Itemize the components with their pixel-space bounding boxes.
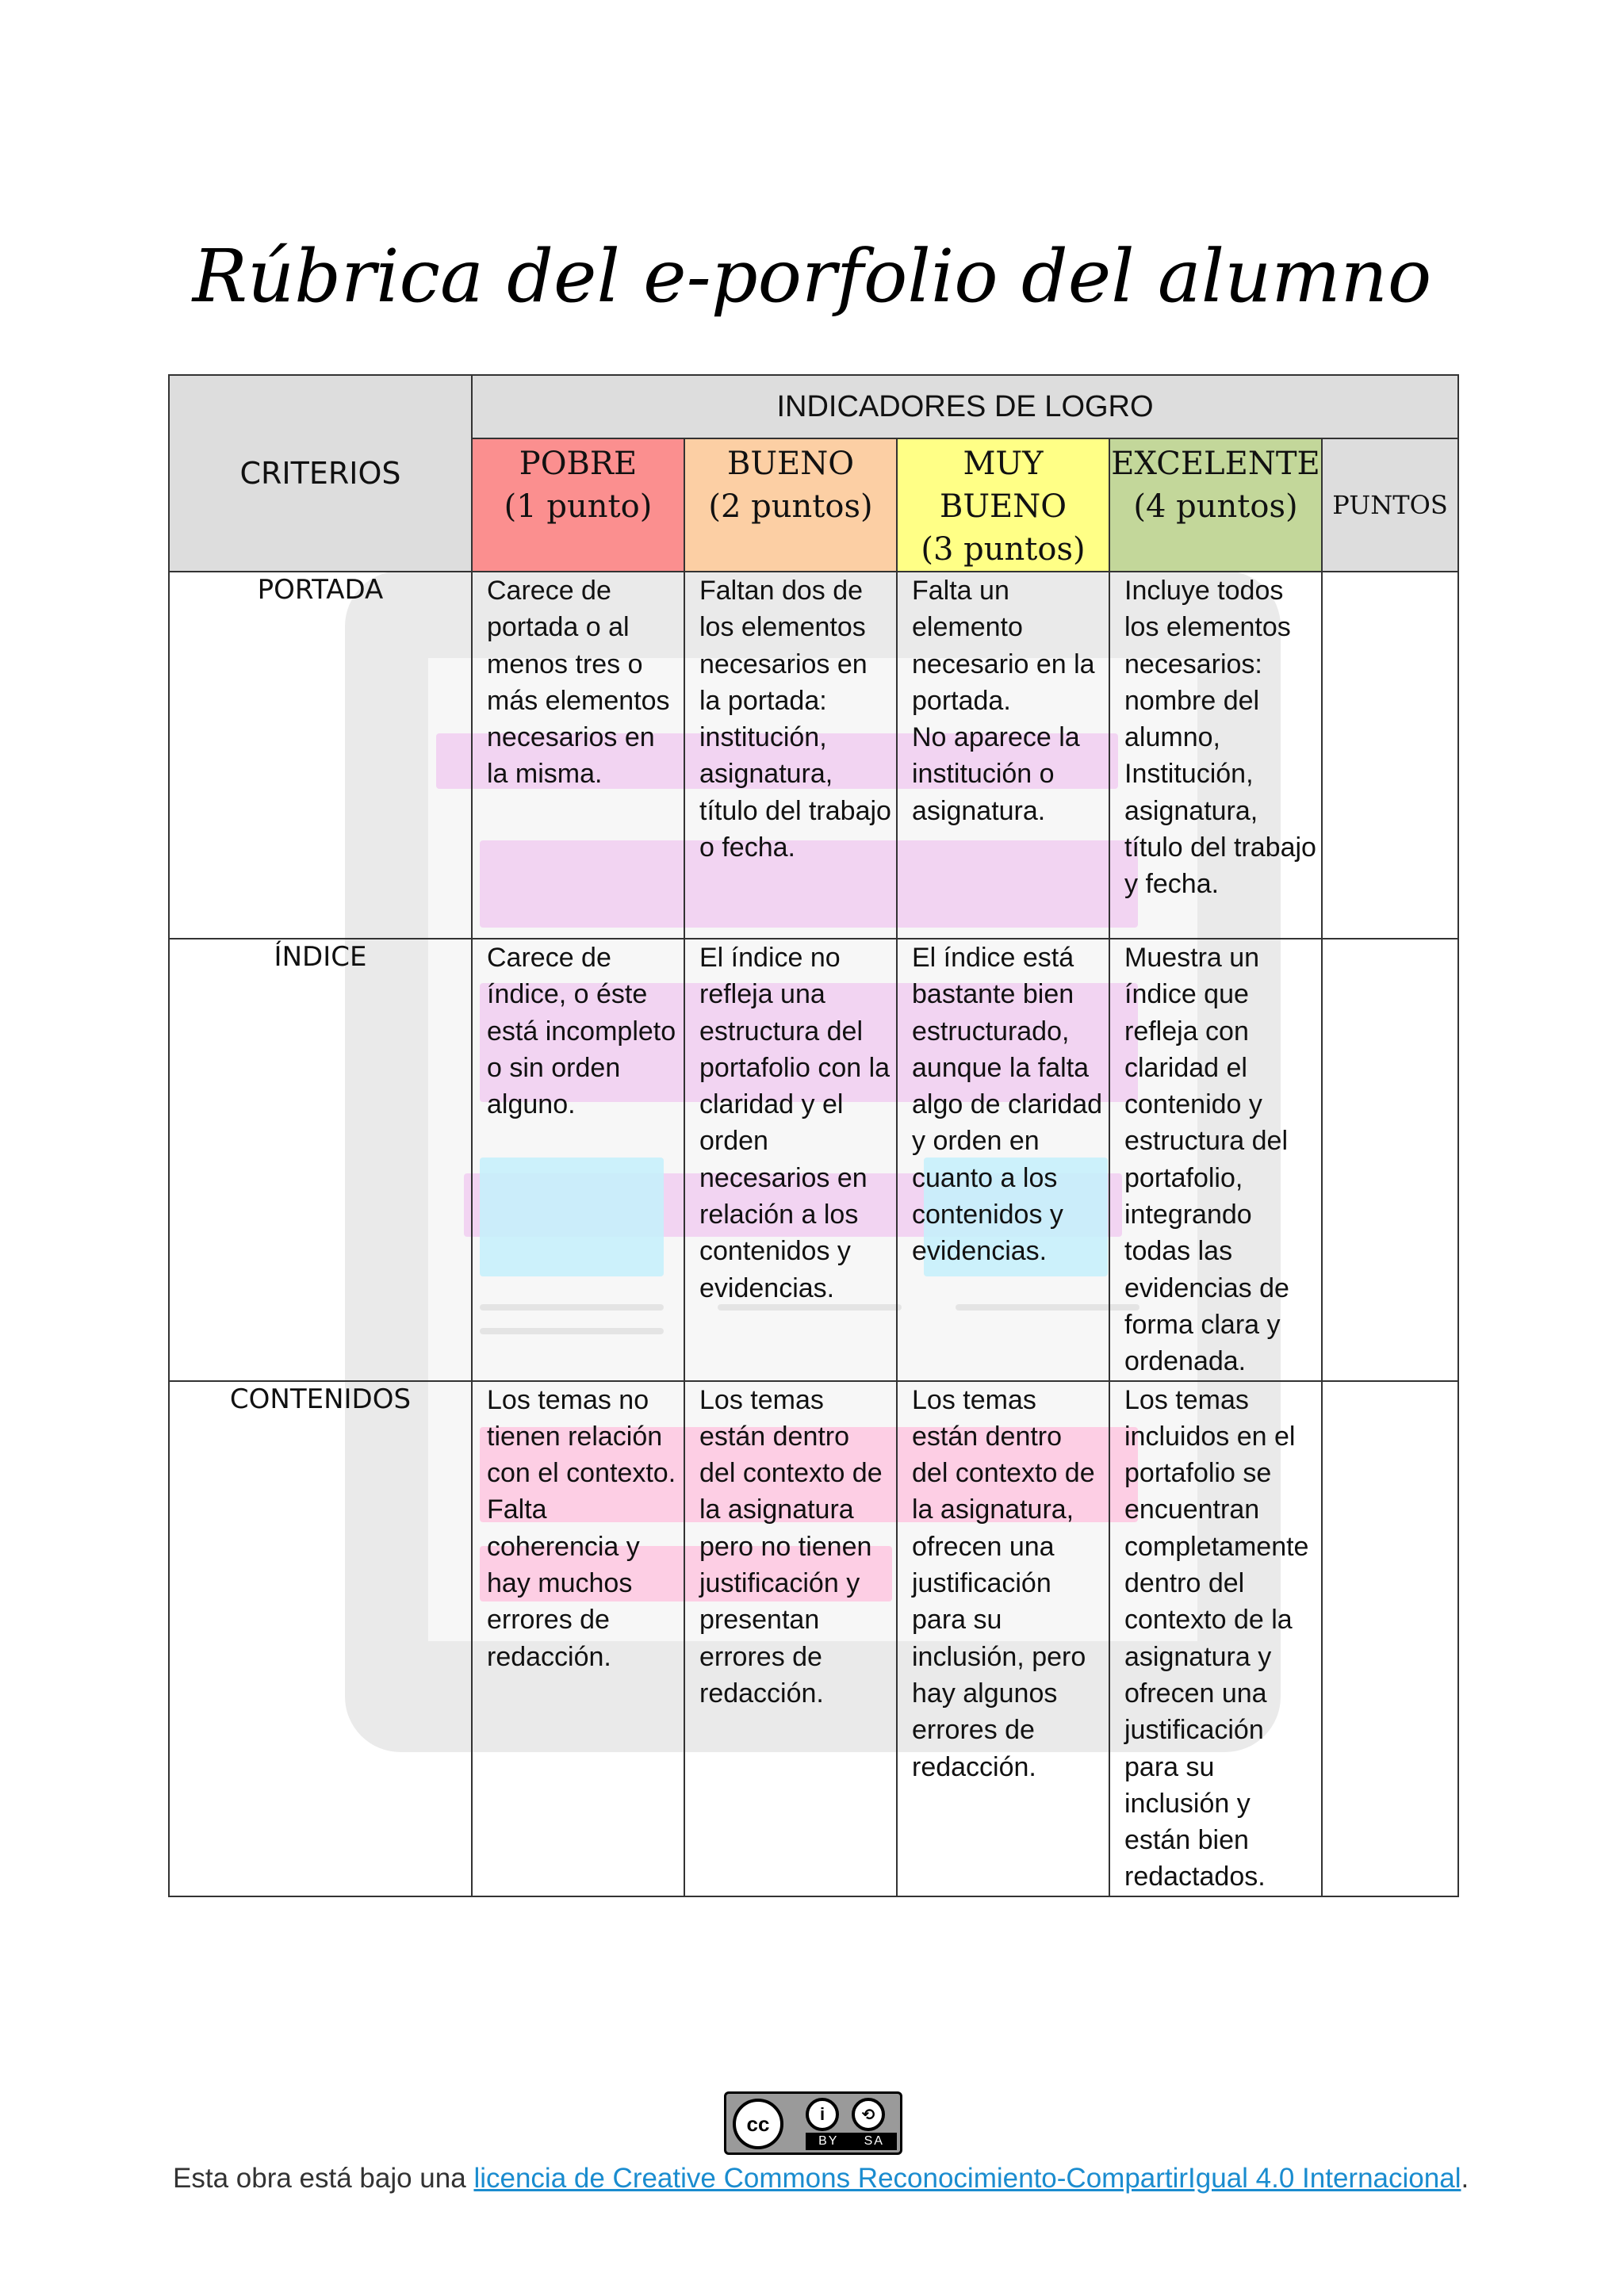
cc-license-badge[interactable] bbox=[724, 2091, 902, 2155]
table-row bbox=[169, 1381, 1458, 1896]
criteria-header: CRITERIOS bbox=[169, 375, 472, 572]
rubric-cell: Muestra un índice que refleja con claridad el contenido y estructura del portafolio, integrando todas las evidencias de forma clara y ordenada. bbox=[1109, 939, 1322, 1381]
level-header-bueno bbox=[684, 438, 897, 572]
rubric-cell: Los temas están dentro del contexto de la asignatura, ofrecen una justificación para su inclusión, pero hay algunos errores de redacción. bbox=[897, 1381, 1109, 1896]
badge-strip bbox=[806, 2133, 897, 2150]
license-link[interactable]: licencia de Creative Commons Reconocimiento-CompartirIgual 4.0 Internacional bbox=[473, 2163, 1461, 2194]
rubric-cell: Faltan dos de los elementos necesarios en la portada: institución, asignatura, título del trabajo o fecha. bbox=[684, 572, 897, 939]
rubric-cell: El índice no refleja una estructura del portafolio con la claridad y el orden necesarios en relación a los contenidos y evidencias. bbox=[684, 939, 897, 1381]
level-points: (3 puntos) bbox=[921, 531, 1086, 568]
level-name: POBRE bbox=[519, 446, 638, 482]
level-name: MUY BUENO bbox=[939, 446, 1067, 525]
points-cell[interactable] bbox=[1322, 939, 1458, 1381]
points-header: PUNTOS bbox=[1322, 438, 1458, 572]
rubric-cell: Falta un elemento necesario en la portada. No aparece la institución o asignatura. bbox=[897, 572, 1109, 939]
attribution-icon: i bbox=[806, 2098, 839, 2131]
credit-suffix: . bbox=[1461, 2163, 1469, 2194]
cc-icon: cc bbox=[733, 2099, 783, 2149]
points-cell[interactable] bbox=[1322, 572, 1458, 939]
rubric-cell: Los temas no tienen relación con el contexto. Falta coherencia y hay muchos errores de redacción. bbox=[472, 1381, 684, 1896]
criterion-contenidos: CONTENIDOS bbox=[169, 1381, 472, 1896]
points-cell[interactable] bbox=[1322, 1381, 1458, 1896]
badge-by-label: BY bbox=[818, 2134, 839, 2148]
rubric-cell: El índice está bastante bien estructurado, aunque la falta algo de claridad y orden en cuanto a los contenidos y evidencias. bbox=[897, 939, 1109, 1381]
rubric-cell: Carece de portada o al menos tres o más elementos necesarios en la misma. bbox=[472, 572, 684, 939]
level-header-excelente bbox=[1109, 438, 1322, 572]
level-points: (4 puntos) bbox=[1133, 488, 1298, 525]
criterion-portada: PORTADA bbox=[169, 572, 472, 939]
level-header-muy-bueno bbox=[897, 438, 1109, 572]
rubric-cell: Carece de índice, o éste está incompleto o sin orden alguno. bbox=[472, 939, 684, 1381]
share-alike-icon: ⟲ bbox=[852, 2098, 885, 2131]
level-points: (1 punto) bbox=[504, 488, 653, 525]
credit-prefix: Esta obra está bajo una bbox=[173, 2163, 474, 2194]
level-name: BUENO bbox=[726, 446, 855, 482]
indicators-header: INDICADORES DE LOGRO bbox=[472, 375, 1458, 438]
criterion-indice: ÍNDICE bbox=[169, 939, 472, 1381]
level-name: EXCELENTE bbox=[1111, 446, 1320, 482]
rubric-cell: Los temas están dentro del contexto de la asignatura pero no tienen justificación y presentan errores de redacción. bbox=[684, 1381, 897, 1896]
rubric-cell: Incluye todos los elementos necesarios: nombre del alumno, Institución, asignatura, título del trabajo y fecha. bbox=[1109, 572, 1322, 939]
header-row-top bbox=[169, 375, 1458, 438]
level-header-pobre bbox=[472, 438, 684, 572]
table-row bbox=[169, 939, 1458, 1381]
rubric-cell: Los temas incluidos en el portafolio se encuentran completamente dentro del contexto de la asignatura y ofrecen una justificación para su inclusión y están bien redactados. bbox=[1109, 1381, 1322, 1896]
level-points: (2 puntos) bbox=[708, 488, 873, 525]
badge-sa-label: SA bbox=[864, 2134, 884, 2148]
table-row bbox=[169, 572, 1458, 939]
rubric-table bbox=[168, 374, 1459, 1897]
page-title: Rúbrica del e-porfolio del alumno bbox=[192, 234, 1432, 319]
license-credit bbox=[173, 2163, 1469, 2195]
